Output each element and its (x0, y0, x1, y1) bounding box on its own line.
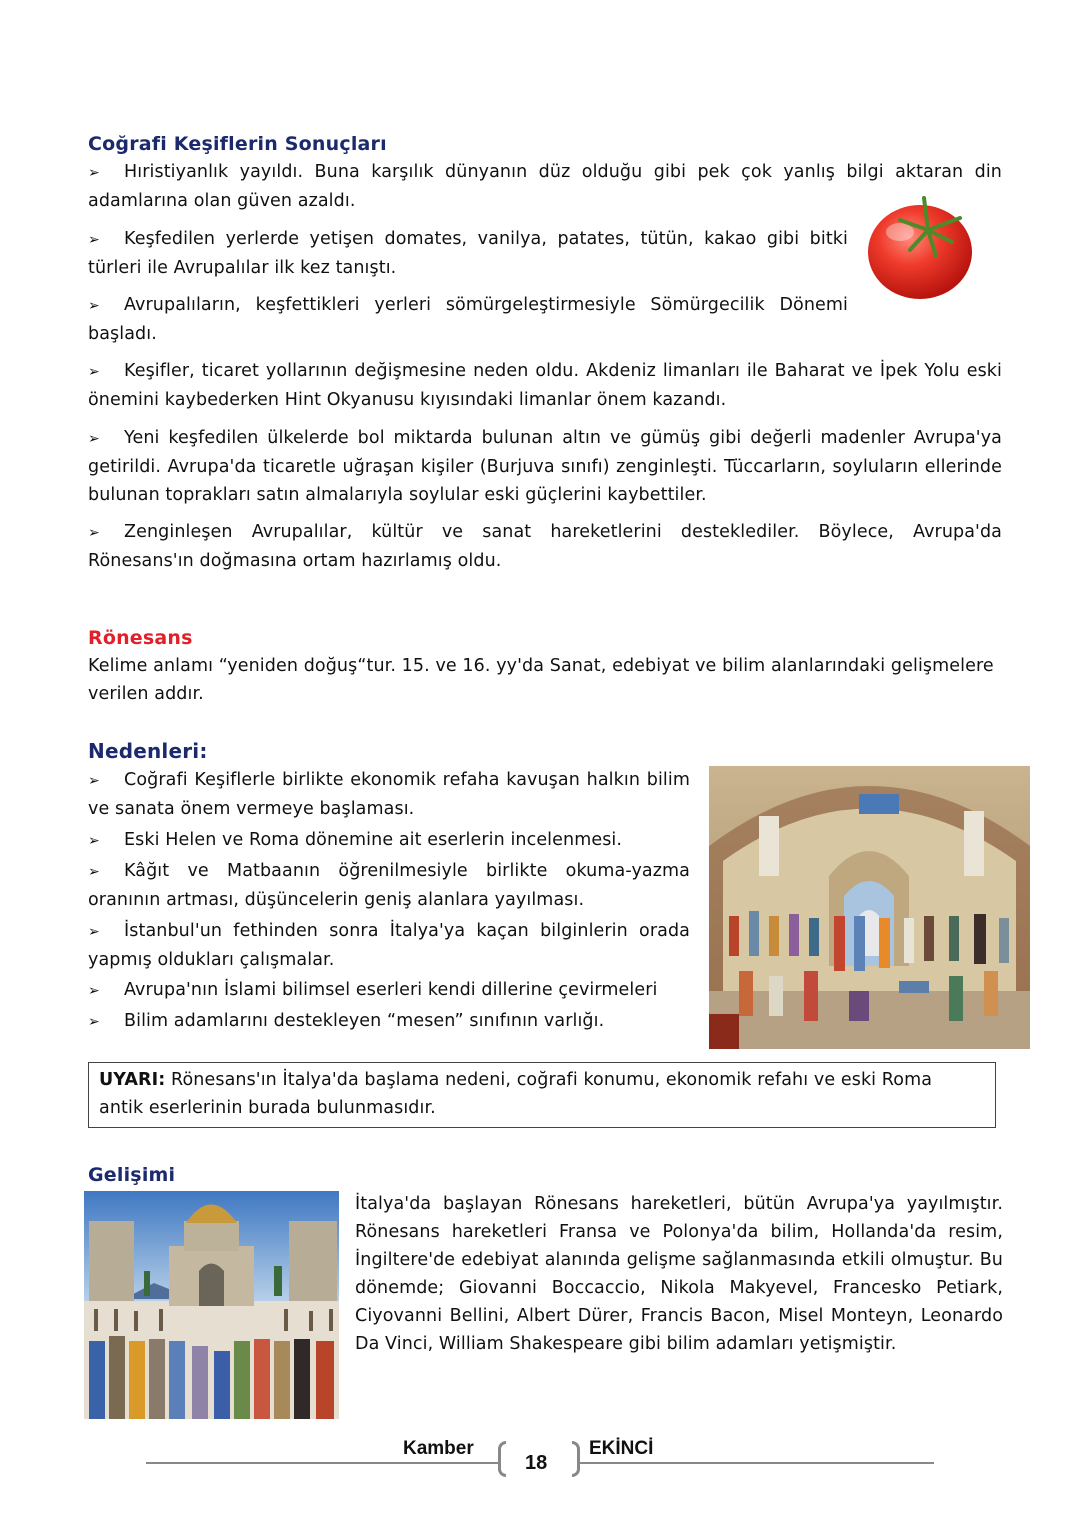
warning-box (88, 1062, 996, 1128)
footer-author-first: Kamber (403, 1438, 474, 1459)
bullet-arrow-icon: ➢ (88, 298, 100, 314)
warning-label: UYARI: (99, 1070, 166, 1090)
bullet-arrow-icon: ➢ (88, 232, 100, 248)
bullet-item: ➢ Keşfedilen yerlerde yetişen domates, vanilya, patates, tütün, kakao gibi bitki türleri ile Avrupalılar ilk kez tanıştı. (88, 225, 848, 282)
right-brace-icon (572, 1441, 580, 1477)
bullet-arrow-icon: ➢ (88, 525, 100, 541)
renaissance-definition: Kelime anlamı “yeniden doğuş“tur. 15. ve 16. yy'da Sanat, edebiyat ve bilim alanlarındaki gelişmelere verilen addır. (88, 656, 994, 704)
footer-author-last: EKİNCİ (589, 1438, 654, 1459)
bullet-item: ➢ Coğrafi Keşiflerle birlikte ekonomik refaha kavuşan halkın bilim ve sanata önem vermeye başlaması. (88, 766, 690, 823)
bullet-arrow-icon: ➢ (88, 924, 100, 940)
warning-text: Rönesans'ın İtalya'da başlama nedeni, coğrafi konumu, ekonomik refahı ve eski Roma antik eserlerinin burada bulunmasıdır. (99, 1070, 933, 1118)
warning-text-block (99, 1066, 979, 1122)
bullet-item: ➢ Yeni keşfedilen ülkelerde bol miktarda bulunan altın ve gümüş gibi değerli madenler Avrupa'ya getirildi. Avrupa'da ticaretle uğraşan kişiler (Burjuva sınıfı) zenginleşti. Tüccarların, soyluların ellerinde bulunan toprakları satın almalarıyla soylular eski güçlerini kaybettiler. (88, 424, 1002, 509)
bullet-arrow-icon: ➢ (88, 1014, 100, 1030)
bullet-item: ➢ Avrupalıların, keşfettikleri yerleri sömürgeleştirmesiyle Sömürgecilik Dönemi başladı. (88, 291, 848, 348)
bullet-item: ➢ Avrupa'nın İslami bilimsel eserleri kendi dillerine çevirmeleri (88, 976, 690, 1005)
bullet-arrow-icon: ➢ (88, 364, 100, 380)
section-title-results: Coğrafi Keşiflerin Sonuçları (88, 133, 387, 155)
bullet-item: ➢ İstanbul'un fethinden sonra İtalya'ya kaçan bilginlerin orada yapmış oldukları çalışmalar. (88, 917, 690, 974)
renaissance-fresco-image (84, 1191, 339, 1419)
footer-line-left (146, 1462, 498, 1464)
bullet-item: ➢ Hıristiyanlık yayıldı. Buna karşılık dünyanın düz olduğu gibi pek çok yanlış bilgi aktaran din adamlarına olan güven azaldı. (88, 158, 1002, 215)
section-title-reasons: Nedenleri: (88, 739, 208, 763)
bullet-item: ➢ Kâğıt ve Matbaanın öğrenilmesiyle birlikte okuma-yazma oranının artması, düşüncelerin geniş alanlara yayılması. (88, 857, 690, 914)
section-title-development: Gelişimi (88, 1164, 176, 1186)
page-number: 18 (525, 1452, 548, 1474)
development-text: İtalya'da başlayan Rönesans hareketleri, bütün Avrupa'ya yayılmıştır. Rönesans hareketleri Fransa ve Polonya'da bilim, Hollanda'da resim, İngiltere'de edebiyat alanında gelişme sağlanmasında etkili olmuştur. Bu dönemde; Giovanni Boccaccio, Nikola Makyevel, Francesko Petiark, Ciyovanni Bellini, Albert Dürer, Francis Bacon, Misel Monteyn, Leonardo Da Vinci, William Shakespeare gibi bilim adamları yetişmiştir. (355, 1194, 1003, 1354)
bullet-arrow-icon: ➢ (88, 165, 100, 181)
footer-line-right (580, 1462, 934, 1464)
bullet-arrow-icon: ➢ (88, 773, 100, 789)
school-of-athens-image (709, 766, 1030, 1049)
section-title-renaissance: Rönesans (88, 627, 193, 649)
bullet-item: ➢ Zenginleşen Avrupalılar, kültür ve sanat hareketlerini desteklediler. Böylece, Avrupa'da Rönesans'ın doğmasına ortam hazırlamış oldu. (88, 518, 1002, 575)
tomato-image (862, 190, 980, 305)
bullet-arrow-icon: ➢ (88, 833, 100, 849)
left-brace-icon (498, 1441, 506, 1477)
bullet-item: ➢ Keşifler, ticaret yollarının değişmesine neden oldu. Akdeniz limanları ile Baharat ve İpek Yolu eski önemini kaybederken Hint Okyanusu kıyısındaki limanlar önem kazandı. (88, 357, 1002, 414)
bullet-arrow-icon: ➢ (88, 983, 100, 999)
bullet-arrow-icon: ➢ (88, 431, 100, 447)
bullet-item: ➢ Bilim adamlarını destekleyen “mesen” sınıfının varlığı. (88, 1007, 690, 1036)
bullet-arrow-icon: ➢ (88, 864, 100, 880)
bullet-item: ➢ Eski Helen ve Roma dönemine ait eserlerin incelenmesi. (88, 826, 690, 855)
